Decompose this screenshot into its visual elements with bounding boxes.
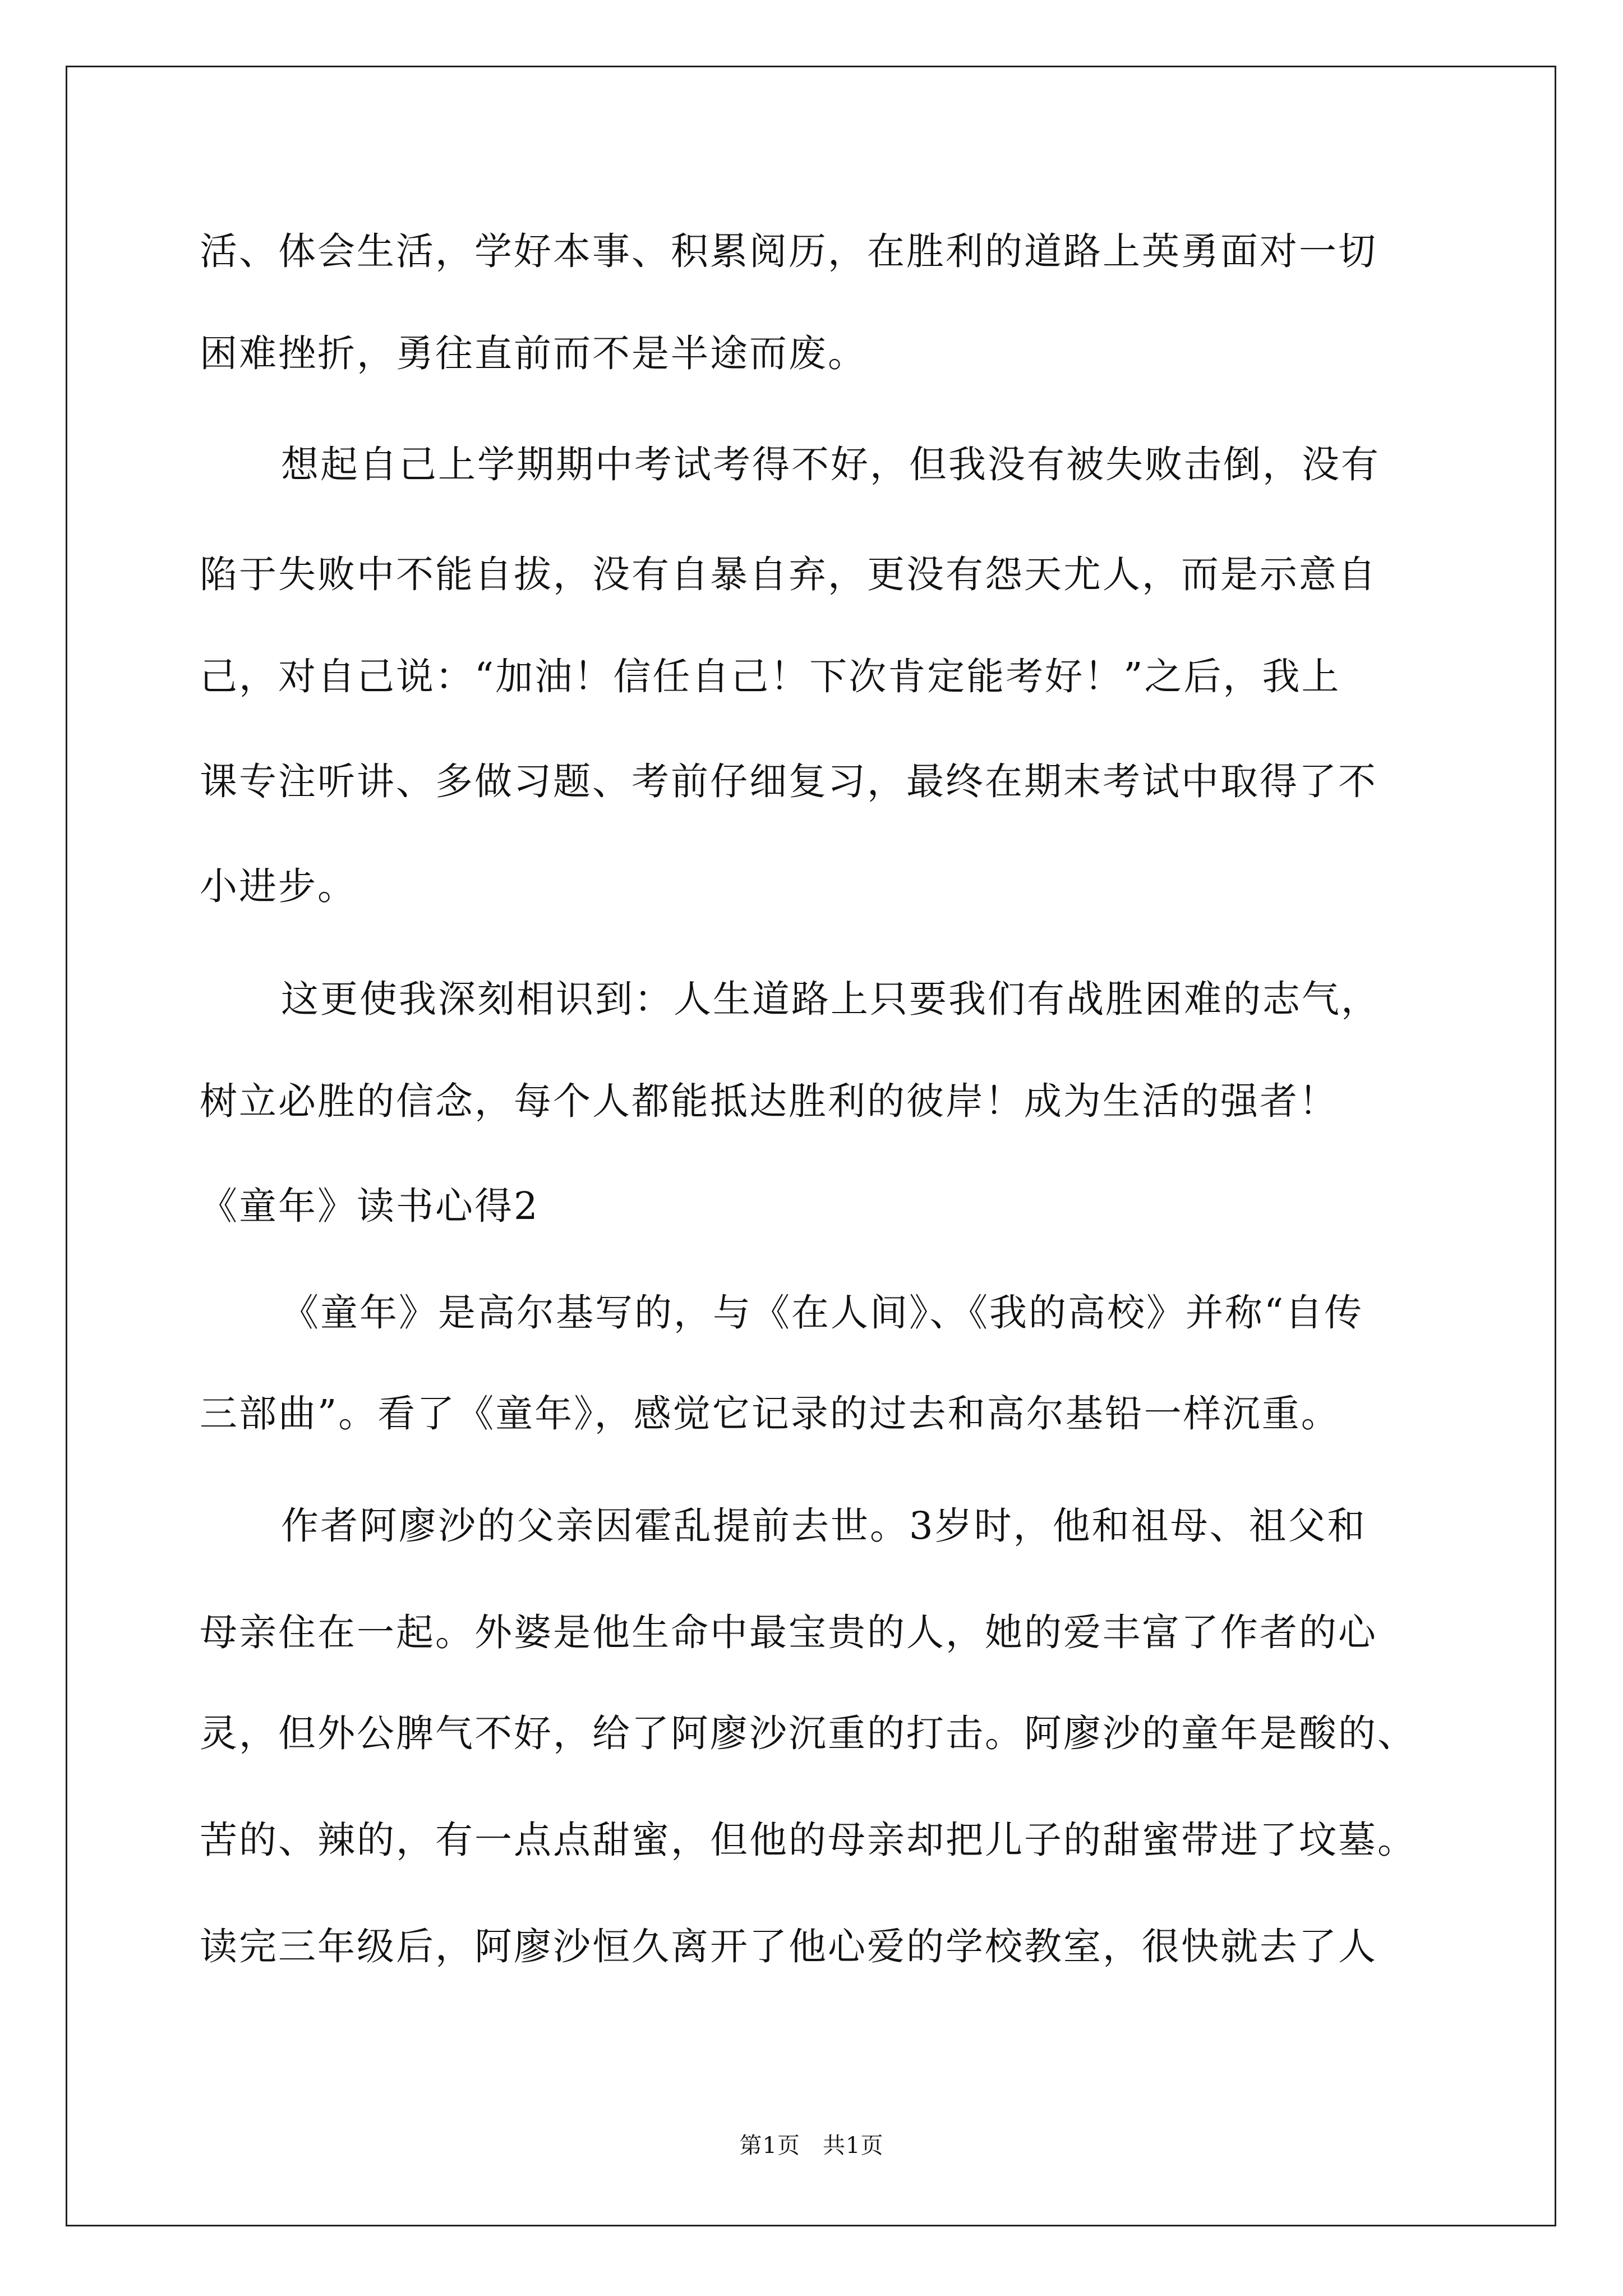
text-line: 困难挫折，勇往直前而不是半途而废。 — [200, 332, 867, 375]
text-line: 这更使我深刻相识到：人生道路上只要我们有战胜困难的志气， — [281, 977, 1380, 1021]
page-footer — [0, 2132, 1623, 2160]
text-line: 己，对自己说：“加油！信任自己！下次肯定能考好！”之后，我上 — [200, 655, 1341, 698]
text-line: 陷于失败中不能自拔，没有自暴自弃，更没有怨天尤人，而是示意自 — [200, 553, 1377, 596]
text-line: 读完三年级后，阿廖沙恒久离开了他心爱的学校教室，很快就去了人 — [200, 1925, 1377, 1968]
text-line: 《童年》是高尔基写的，与《在人间》、《我的高校》并称“自传 — [281, 1291, 1364, 1335]
text-line: 课专注听讲、多做习题、考前仔细复习，最终在期末考试中取得了不 — [200, 760, 1377, 803]
text-line: 小进步。 — [200, 864, 357, 908]
text-line: 母亲住在一起。外婆是他生命中最宝贵的人，她的爱丰富了作者的心 — [200, 1611, 1377, 1654]
page-total: 共1页 — [823, 2133, 884, 2159]
text-line: 树立必胜的信念，每个人都能抵达胜利的彼岸！成为生活的强者！ — [200, 1079, 1338, 1123]
text-line: 活、体会生活，学好本事、积累阅历，在胜利的道路上英勇面对一切 — [200, 229, 1377, 273]
text-line: 灵，但外公脾气不好，给了阿廖沙沉重的打击。阿廖沙的童年是酸的、 — [200, 1711, 1417, 1755]
text-line: 作者阿廖沙的父亲因霍乱提前去世。3岁时，他和祖母、祖父和 — [281, 1504, 1367, 1548]
text-line: 苦的、辣的，有一点点甜蜜，但他的母亲却把儿子的甜蜜带进了坟墓。 — [200, 1818, 1417, 1862]
text-line: 三部曲”。看了《童年》，感觉它记录的过去和高尔基铅一样沉重。 — [200, 1392, 1340, 1435]
page-border — [66, 66, 1556, 2226]
section-heading: 《童年》读书心得2 — [200, 1184, 540, 1228]
text-line: 想起自己上学期期中考试考得不好，但我没有被失败击倒，没有 — [281, 443, 1380, 486]
page-number: 第1页 — [739, 2133, 800, 2159]
